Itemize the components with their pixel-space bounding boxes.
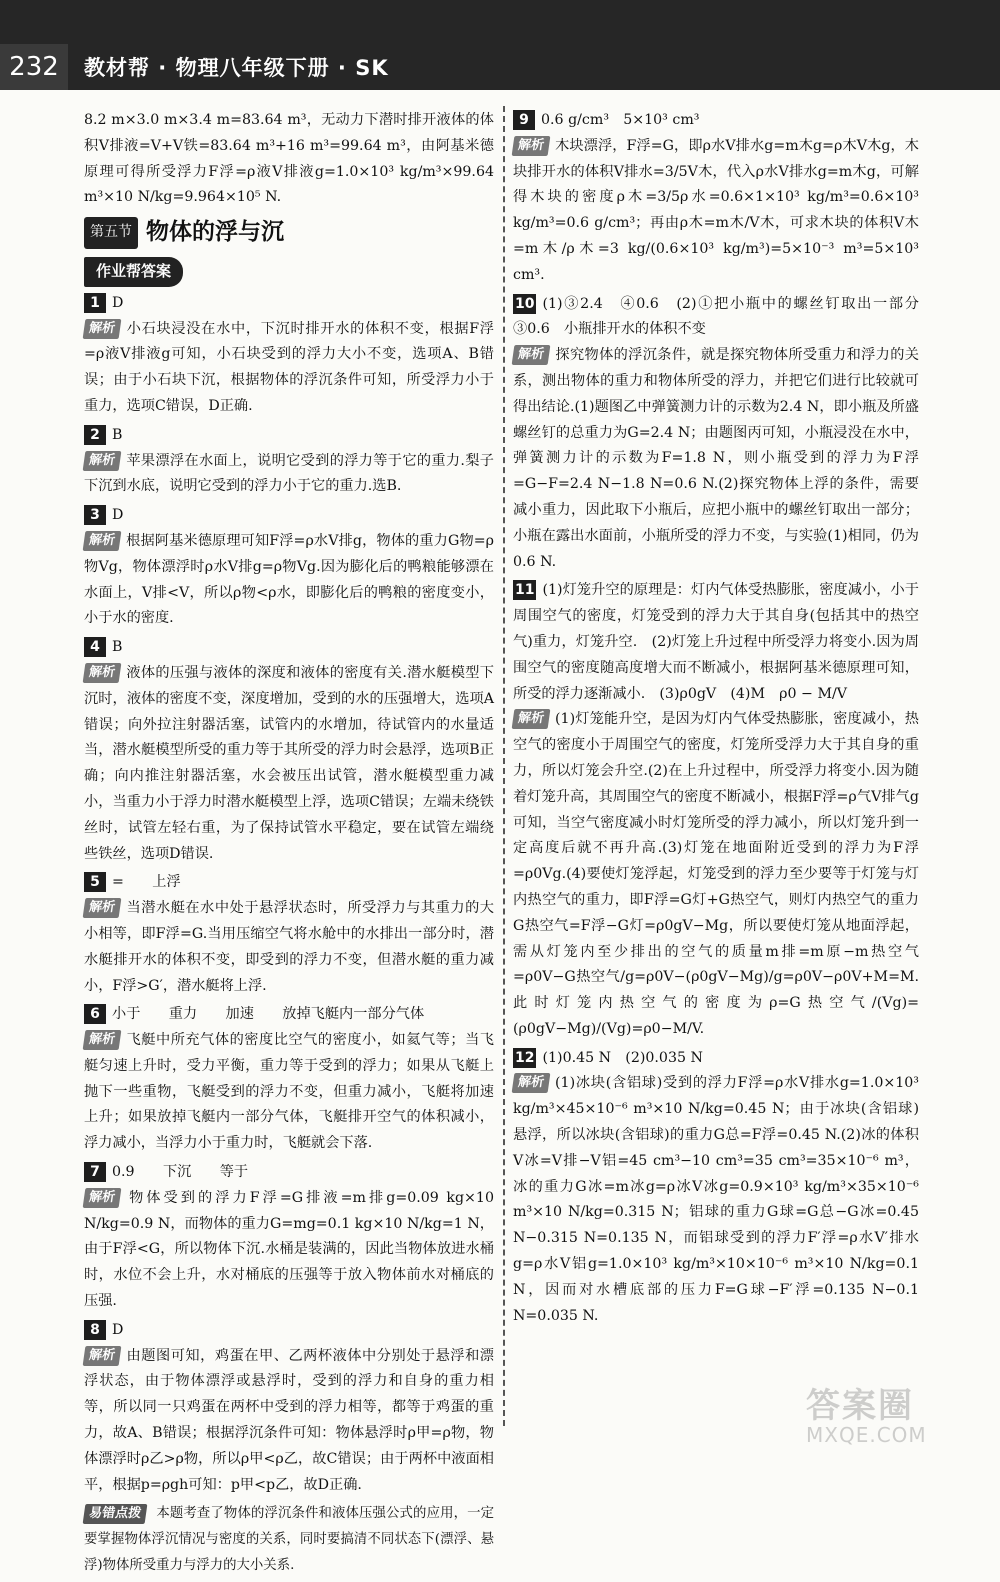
analysis-tag: 解析 [512, 345, 551, 365]
analysis-tag: 解析 [83, 1188, 122, 1208]
right-column [513, 108, 934, 1332]
question-number: 8 [84, 1320, 106, 1340]
column-divider [503, 106, 505, 1426]
answer-text: B [112, 639, 123, 656]
analysis-text: 小石块浸没在水中，下沉时排开水的体积不变，根据F浮=ρ液V排液g可知，小石块受到的浮力大小不变，选项A、B错误；由于小石块下沉，根据物体的浮沉条件可知，所受浮力小于重力，选项C错误，D正确. [84, 320, 494, 414]
question-number: 7 [84, 1162, 106, 1182]
analysis-tag: 解析 [83, 531, 122, 551]
answer-text: D [112, 1321, 124, 1338]
analysis-text: 探究物体的浮沉条件，就是探究物体所受重力和浮力的关系，测出物体的重力和物体所受的浮力，并把它们进行比较就可得出结论.(1)题图乙中弹簧测力计的示数为2.4 N，即小瓶及所盛螺丝钉的总重力为G=2.4 N；由题图丙可知，小瓶浸没在水中，弹簧测力计的示数为F=1.8 N，则小瓶受到的浮力为F浮=G−F=2.4 N−1.8 N=0.6 N.(2)探究物体上浮的条件，需要减小重力，因此取下小瓶后，应把小瓶中的螺丝钉取出一部分；小瓶在露出水面前，小瓶所受的浮力不变，与实验(1)相同，仍为0.6 N. [513, 347, 919, 570]
error-tip [84, 1501, 494, 1578]
answer-text: 小于 重力 加速 放掉飞艇内一部分气体 [112, 1006, 425, 1023]
analysis-text: (1)灯笼能升空，是因为灯内气体受热膨胀，密度减小，热空气的密度小于周围空气的密度，灯笼所受浮力大于其自身的重力，所以灯笼会升空.(2)在上升过程中，所受浮力将变小.因为随着灯笼升高，其周围空气的密度不断减小，根据F浮=ρ气V排气g可知，当空气密度减小时灯笼所受的浮力减小，所以灯笼升到一定高度后就不再升高.(3)灯笼在地面附近受到的浮力为F浮=ρ0Vg.(4)要使灯笼浮起，灯笼受到的浮力至少要等于灯笼与灯内热空气的重力，即F浮=G灯+G热空气，则灯内热空气的重力G热空气=F浮−G灯=ρ0gV−Mg，所以要使灯笼从地面浮起，需从灯笼内至少排出的空气的质量m排=m原−m热空气=ρ0V−G热空气/g=ρ0V−(ρ0gV−Mg)/g=ρ0V−ρ0V+M=M.此时灯笼内热空气的密度为ρ=G热空气/(Vg)=(ρ0gV−Mg)/(Vg)=ρ0−M/V. [513, 711, 919, 1037]
answer-text: 0.6 g/cm³ 5×10³ cm³ [541, 112, 700, 128]
answer-item-7 [84, 1160, 494, 1315]
answer-item-6 [84, 1002, 494, 1157]
question-number: 3 [84, 505, 106, 525]
question-number: 11 [515, 582, 535, 599]
analysis-text: 木块漂浮，F浮=G，即ρ水V排水g=m木g=ρ木V木g，木块排开水的体积V排水=3/5V木，代入ρ水V排水g=m木g，可解得木块的密度ρ木=3/5ρ水=0.6×1×10³ kg/m³=0.6×10³ kg/m³=0.6 g/cm³；再由ρ木=m木/V木，可求木块的体积V木=m木/ρ木=3 kg/(0.6×10³ kg/m³)=5×10⁻³ m³=5×10³ cm³. [513, 137, 919, 283]
analysis-tag: 解析 [83, 898, 122, 918]
answers-subheading: 作业帮答案 [84, 257, 183, 287]
error-tip-text: 本题考查了物体的浮沉条件和液体压强公式的应用，一定要掌握物体浮沉情况与密度的关系，同时要搞清不同状态下(漂浮、悬浮)物体所受重力与浮力的大小关系. [84, 1506, 494, 1574]
analysis-tag: 解析 [512, 136, 551, 156]
answer-item-10 [513, 292, 934, 576]
analysis-text: 液体的压强与液体的深度和液体的密度有关.潜水艇模型下沉时，液体的密度不变，深度增加，受到的水的压强增大，选项A错误；向外拉注射器活塞，试管内的水增加，待试管内的水量适当，潜水艇模型所受的重力等于其所受的浮力时会悬浮，选项B正确；向内推注射器活塞，水会被压出试管，潜水艇模型重力减小，当重力小于浮力时潜水艇模型上浮，选项C错误；左端未绕铁丝时，试管左轻右重，为了保持试管水平稳定，要在试管左端绕些铁丝，选项D错误. [84, 664, 494, 862]
answer-text: B [112, 426, 123, 443]
question-number: 5 [84, 872, 106, 892]
analysis-tag: 解析 [83, 319, 122, 339]
answer-item-2 [84, 423, 494, 500]
analysis-text: 由题图可知，鸡蛋在甲、乙两杯液体中分别处于悬浮和漂浮状态，由于物体漂浮或悬浮时，受到的浮力和自身的重力相等，所以同一只鸡蛋在两杯中受到的浮力相等，都等于鸡蛋的重力，故A、B错误；根据浮沉条件可知：物体悬浮时ρ甲=ρ物，物体漂浮时ρ乙>ρ物，所以ρ甲<ρ乙，故C错误；由于两杯中液面相平，根据p=ρgh可知：p甲<p乙，故D正确. [84, 1347, 494, 1493]
answer-item-12 [513, 1046, 919, 1330]
analysis-text: 飞艇中所充气体的密度比空气的密度小，如氦气等；当飞艇匀速上升时，受力平衡，重力等于受到的浮力；如果从飞艇上抛下一些重物，飞艇受到的浮力不变，但重力减小，飞艇将加速上升；如果放掉飞艇内一部分气体，飞艇排开空气的体积减小，浮力减小，当浮力小于重力时，飞艇就会下落. [84, 1032, 494, 1152]
answer-item-4 [84, 635, 494, 867]
left-column [84, 108, 494, 1582]
book-title: 教材帮 · 物理八年级下册 · SK [84, 56, 389, 80]
watermark-url: MXQE.COM [806, 1423, 927, 1447]
question-number: 12 [515, 1049, 535, 1066]
analysis-text: (1)冰块(含铝球)受到的浮力F浮=ρ水V排水g=1.0×10³ kg/m³×45×10⁻⁶ m³×10 N/kg=0.45 N；由于冰块(含铝球)悬浮，所以冰块(含铝球)的重力G总=F浮=0.45 N.(2)冰的体积V冰=V排−V铝=45 cm³−10 cm³=35 cm³=35×10⁻⁶ m³，冰的重力G冰=m冰g=ρ冰V冰g=0.9×10³ kg/m³×35×10⁻⁶ m³×10 N/kg=0.315 N；铝球的重力G球=G总−G冰=0.45 N−0.315 N=0.135 N，而铝球受到的浮力F′浮=ρ水V′排水g=ρ水V铝g=1.0×10³ kg/m³×10×10⁻⁶ m³×10 N/kg=0.1 N，因而对水槽底部的压力F=G球−F′浮=0.135 N−0.1 N=0.035 N. [513, 1075, 919, 1324]
answer-text: = 上浮 [112, 874, 181, 891]
analysis-text: 苹果漂浮在水面上，说明它受到的浮力等于它的重力.梨子下沉到水底，说明它受到的浮力小于它的重力.选B. [84, 452, 494, 495]
analysis-text: 根据阿基米德原理可知F浮=ρ水V排g，物体的重力G物=ρ物Vg，物体漂浮时ρ水V排g=ρ物Vg.因为膨化后的鸭粮能够漂在水面上，V排<V，所以ρ物<ρ水，即膨化后的鸭粮的密度变小，小于水的密度. [84, 532, 494, 627]
watermark-text: 答案圈 [806, 1386, 914, 1426]
answer-text: D [112, 507, 124, 524]
answer-text: 0.9 下沉 等于 [112, 1164, 249, 1181]
error-tip-tag: 易错点拨 [83, 1504, 148, 1524]
question-number: 2 [84, 425, 106, 445]
analysis-text: 当潜水艇在水中处于悬浮状态时，所受浮力与其重力的大小相等，即F浮=G.当用压缩空气将水舱中的水排出一部分时，潜水艇排开水的体积不变，即受到的浮力不变，但潜水艇的重力减小，F浮>G′，潜水艇将上浮. [84, 900, 494, 994]
section-heading [84, 217, 494, 249]
question-number: 10 [515, 295, 535, 312]
page-header [0, 0, 1000, 90]
analysis-tag: 解析 [83, 663, 122, 683]
answer-item-5 [84, 870, 494, 999]
answer-text: D [112, 294, 124, 311]
left-answer-list [84, 291, 494, 1499]
analysis-tag: 解析 [83, 451, 122, 471]
answer-text: (1)③2.4 ④0.6 (2)①把小瓶中的螺丝钉取出一部分 ③0.6 小瓶排开水的体积不变 [513, 295, 934, 338]
analysis-tag: 解析 [83, 1346, 122, 1366]
answer-item-8 [84, 1318, 494, 1499]
watermark-logo [806, 1378, 976, 1448]
page-number: 232 [0, 44, 68, 90]
analysis-tag: 解析 [512, 1073, 551, 1093]
answer-item-9 [513, 108, 919, 289]
analysis-tag: 解析 [83, 1030, 122, 1050]
answer-text: (1)0.45 N (2)0.035 N [542, 1049, 703, 1066]
question-number: 1 [84, 293, 106, 313]
analysis-text: 物体受到的浮力F浮=G排液=m排g=0.09 kg×10 N/kg=0.9 N，而物体的重力G=mg=0.1 kg×10 N/kg=1 N，由于F浮<G，所以物体下沉.水桶是装满的，因此当物体放进水桶时，水位不会上升，水对桶底的压强等于放入物体前水对桶底的压强. [84, 1189, 494, 1310]
answer-item-1 [84, 291, 494, 420]
answer-text: (1)灯笼升空的原理是：灯内气体受热膨胀，密度减小，小于周围空气的密度，灯笼受到的浮力大于其自身(包括其中的热空气)重力，灯笼升空. (2)灯笼上升过程中所受浮力将变小.因为周围空气的密度随高度增大而不断减小，根据阿基米德原理可知，所受的浮力逐渐减小. (3)ρ0gV (4)M ρ0 − M/V [513, 582, 919, 702]
intro-paragraph: 8.2 m×3.0 m×3.4 m=83.64 m³，无动力下潜时排开液体的体积V排液=V+V铁=83.64 m³+16 m³=99.64 m³，由阿基米德原理可得所受浮力F浮=ρ液V排液g=1.0×10³ kg/m³×99.64 m³×10 N/kg=9.964×10⁵ N. [84, 112, 494, 206]
question-number: 4 [84, 637, 106, 657]
analysis-tag: 解析 [512, 709, 551, 729]
answer-item-11 [513, 578, 919, 1042]
question-number: 9 [513, 110, 535, 130]
section-badge: 第五节 [84, 217, 138, 249]
answer-item-3 [84, 503, 494, 632]
right-answer-list [513, 108, 934, 1329]
section-title: 物体的浮与沉 [146, 219, 284, 246]
question-number: 6 [84, 1004, 106, 1024]
